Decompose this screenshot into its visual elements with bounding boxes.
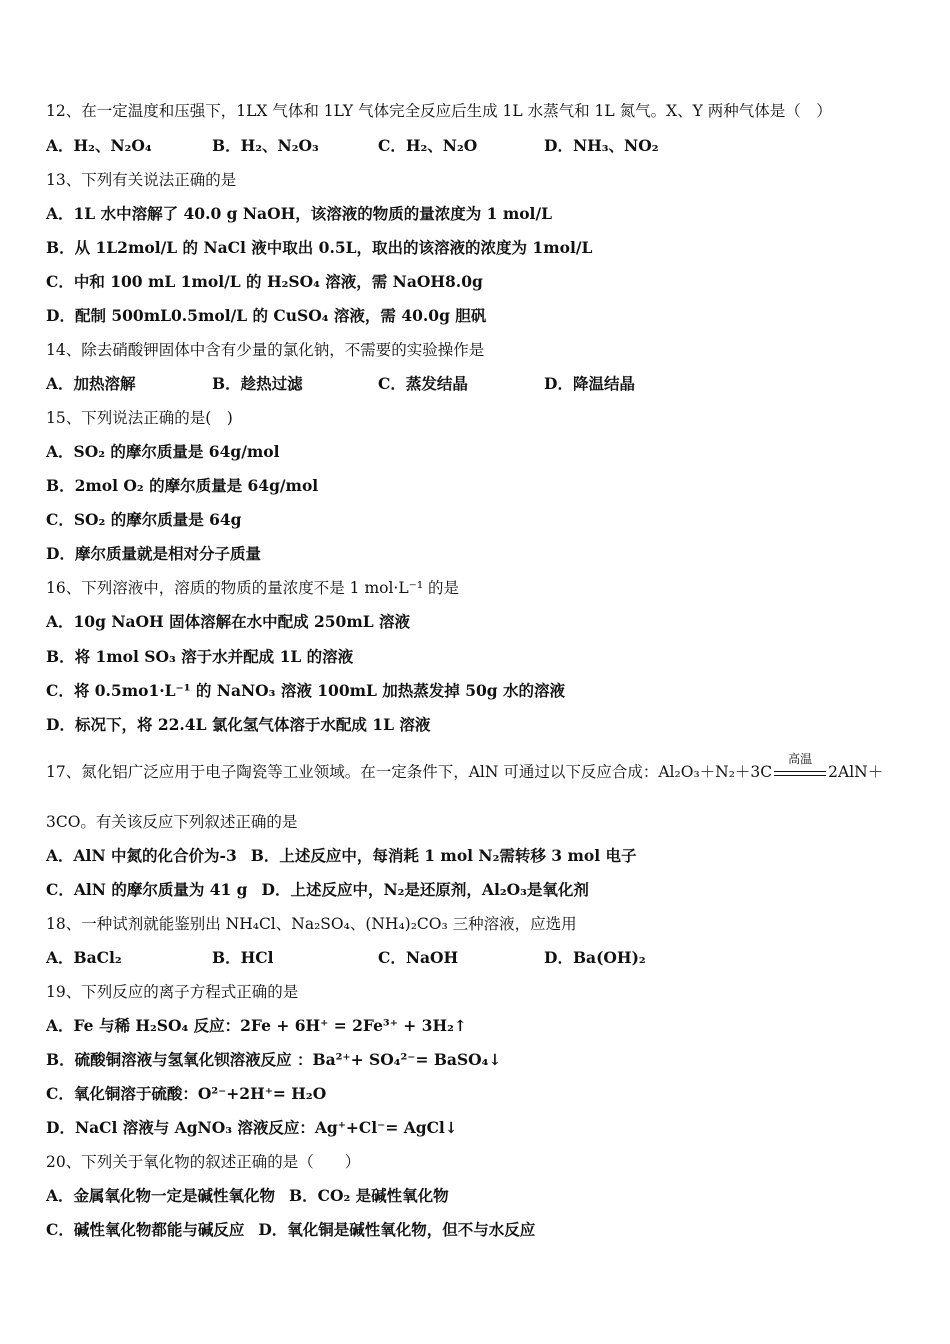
question-20-options-ab [46, 1186, 463, 1206]
q14-option-d: D．降温结晶 [544, 374, 635, 393]
q14-option-c: C．蒸发结晶 [378, 374, 468, 393]
question-14-stem: 14、除去硝酸钾固体中含有少量的氯化钠，不需要的实验操作是 [46, 341, 485, 359]
q17-option-c: C．AlN 的摩尔质量为 41 g [46, 880, 248, 899]
q17-stem-text: 17、氮化铝广泛应用于电子陶瓷等工业领域。在一定条件下，AlN 可通过以下反应合成：Al₂O₃＋N₂＋3C [46, 763, 773, 781]
q13-option-d: D．配制 500mL0.5mol/L 的 CuSO₄ 溶液，需 40.0g 胆矾 [46, 306, 487, 325]
q15-option-d: D．摩尔质量就是相对分子质量 [46, 544, 261, 563]
q16-option-d: D．标况下，将 22.4L 氯化氢气体溶于水配成 1L 溶液 [46, 715, 431, 734]
question-19-stem: 19、下列反应的离子方程式正确的是 [46, 983, 299, 1001]
question-14-options [46, 374, 710, 394]
q20-option-b: B．CO₂ 是碱性氧化物 [289, 1186, 449, 1205]
q18-option-c: C．NaOH [378, 948, 459, 967]
q20-option-a: A．金属氧化物一定是碱性氧化物 [46, 1186, 276, 1205]
question-17-stem-line1 [46, 752, 884, 783]
question-13-stem: 13、下列有关说法正确的是 [46, 171, 237, 189]
q19-option-d: D．NaCl 溶液与 AgNO₃ 溶液反应：Ag⁺+Cl⁻= AgCl↓ [46, 1118, 458, 1137]
q13-option-a: A．1L 水中溶解了 40.0 g NaOH，该溶液的物质的量浓度为 1 mol/L [46, 204, 553, 223]
question-18-stem: 18、一种试剂就能鉴别出 NH₄Cl、Na₂SO₄、(NH₄)₂CO₃ 三种溶液，应选用 [46, 915, 577, 933]
question-17-stem-line2: 3CO。有关该反应下列叙述正确的是 [46, 813, 298, 831]
q19-option-a: A．Fe 与稀 H₂SO₄ 反应：2Fe + 6H⁺ = 2Fe³⁺ + 3H₂↑ [46, 1016, 467, 1035]
q16-option-c: C．将 0.5mo1·L⁻¹ 的 NaNO₃ 溶液 100mL 加热蒸发掉 50g 水的溶液 [46, 681, 565, 700]
reaction-condition-arrow [772, 752, 828, 783]
q12-option-d: D．NH₃、NO₂ [544, 136, 659, 155]
reaction-condition-label: 高温 [788, 752, 813, 766]
question-12-options [46, 136, 710, 156]
q12-option-b: B．H₂、N₂O₃ [212, 136, 319, 155]
q12-option-c: C．H₂、N₂O [378, 136, 478, 155]
question-20-options-cd [46, 1220, 549, 1240]
q20-option-c: C．碱性氧化物都能与碱反应 [46, 1220, 245, 1239]
question-15-stem: 15、下列说法正确的是( ) [46, 409, 233, 427]
q16-option-b: B．将 1mol SO₃ 溶于水并配成 1L 的溶液 [46, 647, 354, 666]
q17-stem-product: 2AlN＋ [828, 763, 884, 781]
q18-option-b: B．HCl [212, 948, 274, 967]
question-12-stem: 12、在一定温度和压强下，1LX 气体和 1LY 气体完全反应后生成 1L 水蒸气和 1L 氮气。X、Y 两种气体是（ ） [46, 102, 832, 120]
question-17-options-ab [46, 846, 651, 866]
question-17-options-cd [46, 880, 603, 900]
q19-option-b: B．硫酸铜溶液与氢氧化钡溶液反应 ：Ba²⁺+ SO₄²⁻= BaSO₄↓ [46, 1050, 502, 1069]
q18-option-a: A．BaCl₂ [46, 948, 122, 967]
question-18-options [46, 948, 710, 968]
question-20-stem: 20、下列关于氧化物的叙述正确的是（ ） [46, 1153, 361, 1171]
q17-option-b: B．上述反应中，每消耗 1 mol N₂需转移 3 mol 电子 [250, 846, 637, 865]
q20-option-d: D．氧化铜是碱性氧化物，但不与水反应 [258, 1220, 536, 1239]
q12-option-a: A．H₂、N₂O₄ [46, 136, 152, 155]
q13-option-b: B．从 1L2mol/L 的 NaCl 液中取出 0.5L，取出的该溶液的浓度为 1mol/L [46, 238, 593, 257]
q14-option-a: A．加热溶解 [46, 374, 136, 393]
q18-option-d: D．Ba(OH)₂ [544, 948, 646, 967]
q15-option-b: B．2mol O₂ 的摩尔质量是 64g/mol [46, 476, 319, 495]
q15-option-c: C．SO₂ 的摩尔质量是 64g [46, 510, 242, 529]
q13-option-c: C．中和 100 mL 1mol/L 的 H₂SO₄ 溶液，需 NaOH8.0g [46, 272, 483, 291]
q14-option-b: B．趁热过滤 [212, 374, 303, 393]
q17-option-d: D．上述反应中，N₂是还原剂，Al₂O₃是氧化剂 [261, 880, 589, 899]
q17-option-a: A．AlN 中氮的化合价为-3 [46, 846, 237, 865]
q19-option-c: C．氧化铜溶于硫酸：O²⁻+2H⁺= H₂O [46, 1084, 327, 1103]
q15-option-a: A．SO₂ 的摩尔质量是 64g/mol [46, 442, 280, 461]
question-16-stem: 16、下列溶液中，溶质的物质的量浓度不是 1 mol·L⁻¹ 的是 [46, 579, 459, 597]
q16-option-a: A．10g NaOH 固体溶解在水中配成 250mL 溶液 [46, 612, 411, 631]
